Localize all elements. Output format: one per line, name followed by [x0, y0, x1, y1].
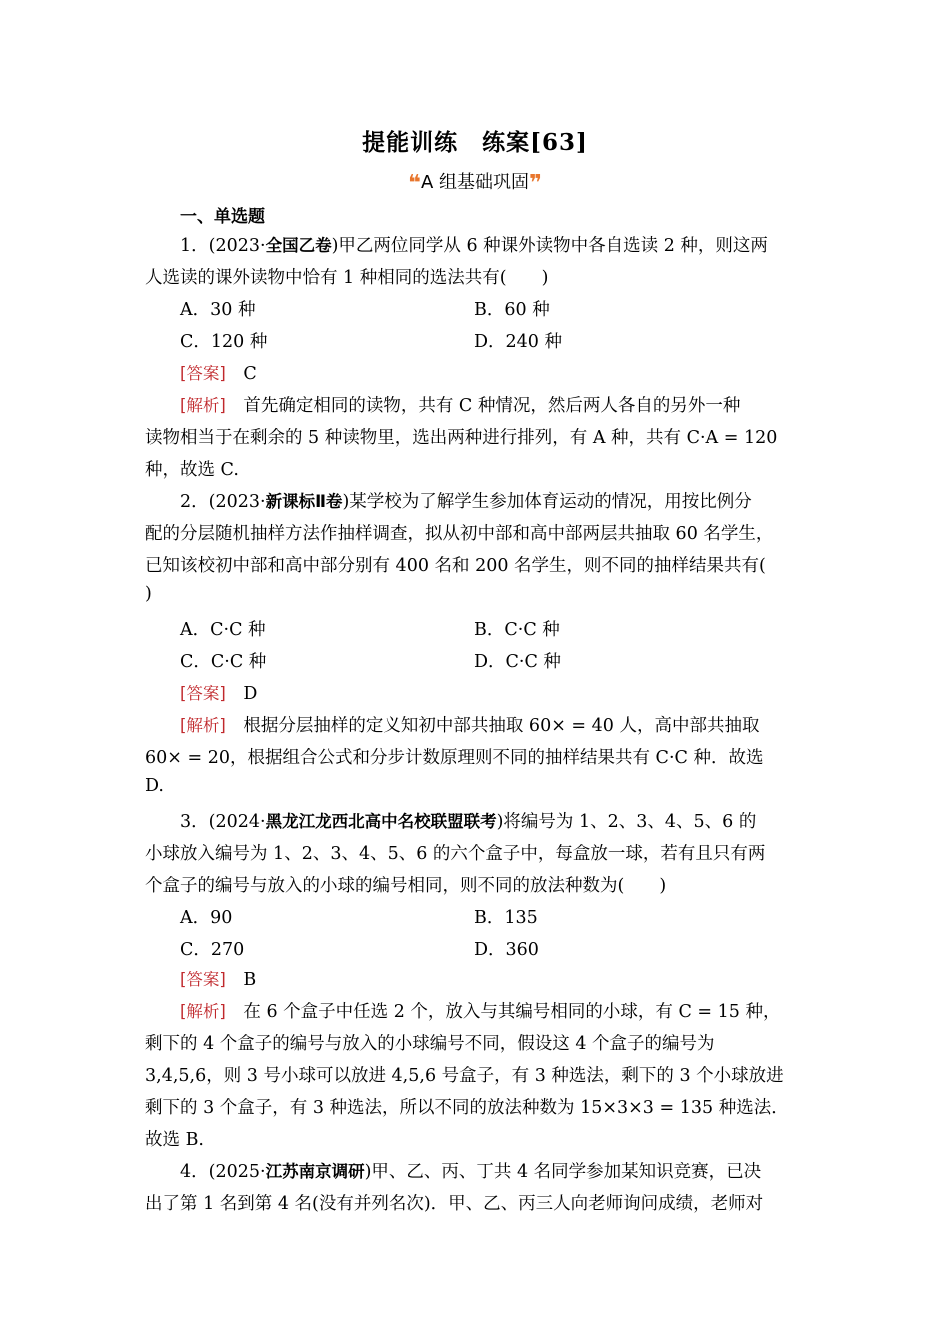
q1-option-b: B．60 种	[474, 300, 550, 320]
q3-stem-line-3: 个盒子的编号与放入的小球的编号相同，则不同的放法种数为( )	[145, 876, 667, 896]
q2-analysis-line-2: 60× = 20，根据组合公式和分步计数原理则不同的抽样结果共有 C·C 种．故选	[145, 748, 764, 768]
q1-answer-value: C	[243, 364, 257, 384]
q1-number: 1．(2023·	[180, 236, 266, 256]
q1-stem-1: )甲乙两位同学从 6 种课外读物中各自选读 2 种，则这两	[331, 236, 768, 256]
q3-answer-value: B	[243, 970, 257, 990]
q2-option-d: D．C·C 种	[474, 652, 561, 672]
q1-stem-line-1	[180, 232, 768, 257]
q4-stem-1: )甲、乙、丙、丁共 4 名同学参加某知识竞赛，已决	[364, 1162, 762, 1182]
page-title: 提能训练 练案[63]	[362, 129, 588, 156]
q1-analysis-line-3: 种，故选 C.	[145, 460, 239, 480]
q3-answer	[180, 966, 256, 991]
q2-stem-line-1	[180, 488, 752, 513]
q2-source: 新课标Ⅱ卷	[265, 492, 343, 511]
q3-answer-tag: [答案]	[180, 970, 226, 989]
q4-stem-line-2: 出了第 1 名到第 4 名(没有并列名次)．甲、乙、丙三人向老师询问成绩，老师对	[145, 1194, 764, 1214]
q3-analysis-line-3: 3,4,5,6，则 3 号小球可以放进 4,5,6 号盒子，有 3 种选法，剩下的 3 个小球放进	[145, 1066, 784, 1086]
q2-answer-tag: [答案]	[180, 684, 226, 703]
q2-option-b: B．C·C 种	[474, 620, 560, 640]
q3-analysis-text-1: 在 6 个盒子中任选 2 个，放入与其编号相同的小球，有 C = 15 种，	[243, 1002, 781, 1022]
q4-stem-line-1	[180, 1158, 761, 1183]
section-title: 一、单选题	[180, 207, 265, 227]
q3-option-b: B．135	[474, 908, 538, 928]
q3-stem-1: )将编号为 1、2、3、4、5、6 的	[496, 812, 757, 832]
q3-analysis-line-4: 剩下的 3 个盒子，有 3 种选法，所以不同的放法种数为 15×3×3 = 135 种选法．	[145, 1098, 789, 1118]
q2-answer	[180, 680, 257, 705]
q2-analysis-line-1	[180, 712, 760, 737]
q1-analysis-tag: [解析]	[180, 396, 226, 415]
q2-analysis-text-1: 根据分层抽样的定义知初中部共抽取 60× = 40 人，高中部共抽取	[243, 716, 760, 736]
q1-option-a: A．30 种	[180, 300, 256, 320]
q2-option-a: A．C·C 种	[180, 620, 266, 640]
group-heading	[0, 168, 950, 196]
q3-analysis-tag: [解析]	[180, 1002, 226, 1021]
q1-analysis-line-2: 读物相当于在剩余的 5 种读物里，选出两种进行排列，有 A 种，共有 C·A = 120	[145, 428, 778, 448]
q2-option-c: C．C·C 种	[180, 652, 267, 672]
q2-answer-value: D	[243, 684, 258, 704]
q2-stem-line-3: 已知该校初中部和高中部分别有 400 名和 200 名学生，则不同的抽样结果共有(	[145, 556, 766, 576]
q3-analysis-line-2: 剩下的 4 个盒子的编号与放入的小球编号不同，假设这 4 个盒子的编号为	[145, 1034, 715, 1054]
q3-analysis-line-5: 故选 B.	[145, 1130, 204, 1150]
q2-number: 2．(2023·	[180, 492, 266, 512]
q3-option-c: C．270	[180, 940, 245, 960]
q2-analysis-line-3: D.	[145, 776, 164, 796]
q3-stem-line-2: 小球放入编号为 1、2、3、4、5、6 的六个盒子中，每盒放一球，若有且只有两	[145, 844, 766, 864]
q1-analysis-line-1	[180, 392, 740, 417]
q3-stem-line-1	[180, 808, 756, 833]
q3-option-a: A．90	[180, 908, 233, 928]
q3-source: 黑龙江龙西北高中名校联盟联考	[265, 812, 497, 831]
q3-analysis-line-1	[180, 998, 780, 1023]
q2-stem-1: )某学校为了解学生参加体育运动的情况，用按比例分	[342, 492, 752, 512]
q1-answer	[180, 360, 257, 385]
q3-option-d: D．360	[474, 940, 539, 960]
group-label: A 组基础巩固	[420, 172, 530, 193]
q3-number: 3．(2024·	[180, 812, 266, 832]
left-quote-icon: ❝	[408, 171, 421, 196]
q2-analysis-tag: [解析]	[180, 716, 226, 735]
q1-analysis-text-1: 首先确定相同的读物，共有 C 种情况，然后两人各自的另外一种	[243, 396, 741, 416]
q1-source: 全国乙卷	[265, 236, 332, 255]
q1-stem-line-2: 人选读的课外读物中恰有 1 种相同的选法共有( )	[145, 268, 549, 288]
q2-stem-line-4: )	[145, 584, 152, 604]
q4-number: 4．(2025·	[180, 1162, 266, 1182]
q1-option-d: D．240 种	[474, 332, 562, 352]
q1-option-c: C．120 种	[180, 332, 268, 352]
q1-answer-tag: [答案]	[180, 364, 226, 383]
right-quote-icon: ❞	[529, 171, 542, 196]
q4-source: 江苏南京调研	[265, 1162, 365, 1181]
q2-stem-line-2: 配的分层随机抽样方法作抽样调查，拟从初中部和高中部两层共抽取 60 名学生，	[145, 524, 774, 544]
